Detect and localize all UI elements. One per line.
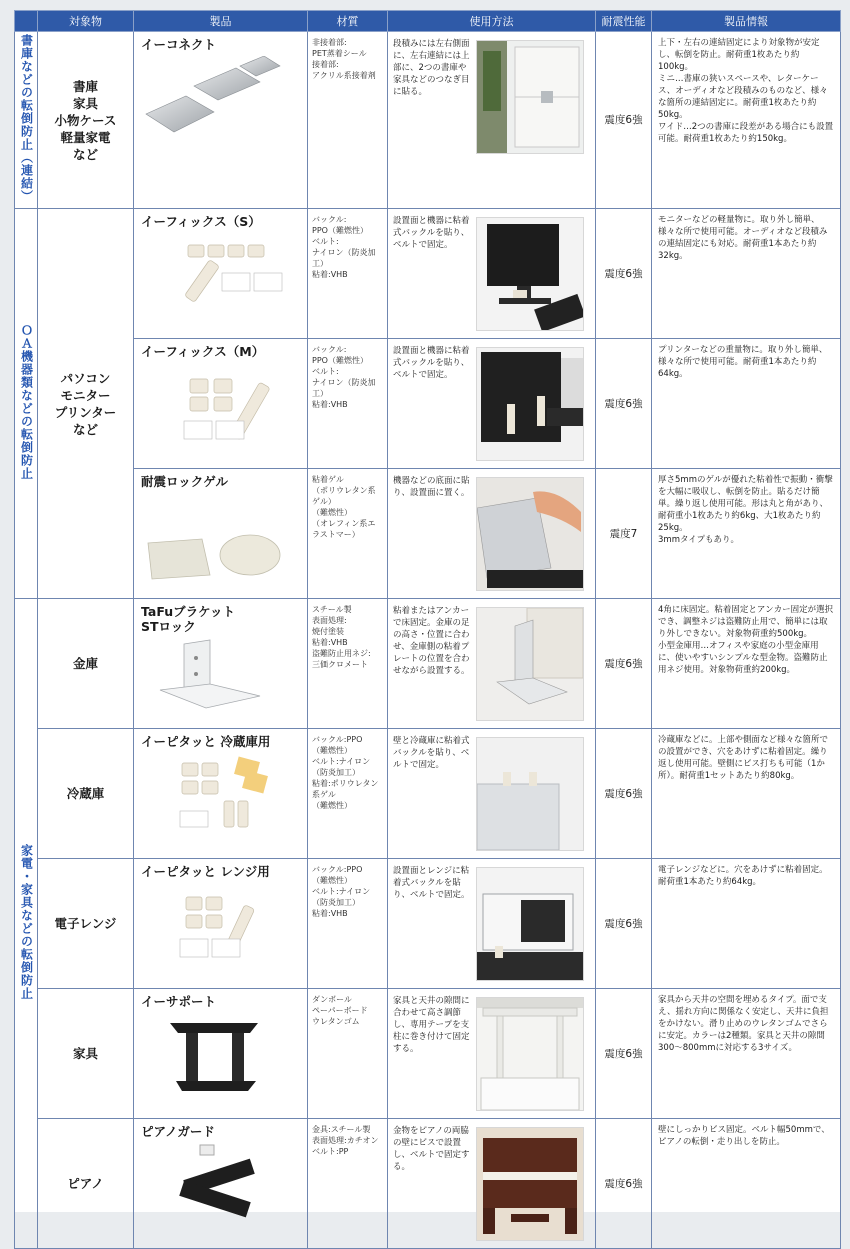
product-image-lock-gel xyxy=(140,493,301,581)
product-name: イーピタッと 冷蔵庫用 xyxy=(141,734,271,749)
table-row xyxy=(15,32,841,209)
product-name: TaFuブラケット STロック xyxy=(141,604,236,634)
product-cell xyxy=(134,339,308,469)
usage-photo-printer xyxy=(476,347,584,461)
category-appliance: 家電・家具などの転倒防止 xyxy=(15,599,38,1249)
usage-photo-microwave xyxy=(476,867,584,981)
target-cell: 電子レンジ xyxy=(38,859,134,989)
product-image-e-support xyxy=(140,1013,301,1101)
table-row xyxy=(15,729,841,859)
table-row xyxy=(15,209,841,339)
usage-photo-fridge xyxy=(476,737,584,851)
seismic-cell: 震度6強 xyxy=(596,859,652,989)
usage-text: 機器などの底面に貼り、設置面に置く。 xyxy=(393,476,470,498)
info-cell: 冷蔵庫などに。上部や側面など様々な箇所での設置ができ、穴をあけずに粘着固定。繰り返し使用可能。壁側にビス打ちも可能（1か所）。耐荷重1セットあたり約80kg。 xyxy=(652,729,841,859)
target-cell: 冷蔵庫 xyxy=(38,729,134,859)
product-name: イーサポート xyxy=(141,994,217,1009)
product-image-e-fix-m xyxy=(140,363,301,451)
target-cell: 書庫 家具 小物ケース 軽量家電 など xyxy=(38,32,134,209)
header-target: 対象物 xyxy=(38,11,134,32)
usage-cell xyxy=(388,989,596,1119)
product-image-piano-guard xyxy=(140,1143,301,1231)
usage-cell xyxy=(388,1119,596,1249)
product-cell xyxy=(134,1119,308,1249)
target-cell: 家具 xyxy=(38,989,134,1119)
target-cell: パソコン モニター プリンター など xyxy=(38,209,134,599)
usage-cell xyxy=(388,339,596,469)
info-cell: 上下・左右の連結固定により対象物が安定し、転倒を防止。耐荷重1枚あたり約100kg。 ミニ…書庫の狭いスペースや、レターケース、オーディオなど段積みのものなど、様々な箇所の連結固定に。耐荷重1枚あたり約50kg。 ワイド…2つの書庫に段差がある場合にも設置可能。耐荷重1枚あたり約150kg。 xyxy=(652,32,841,209)
material-cell: バックル:PPO （難燃性） ベルト:ナイロン （防炎加工） 粘着:VHB xyxy=(308,859,388,989)
info-cell: モニターなどの軽量物に。取り外し簡単、様々な所で使用可能。オーディオなど段積みの連結固定にも対応。耐荷重1本あたり約32kg。 xyxy=(652,209,841,339)
info-cell: 壁にしっかりビス固定。ベルト幅50mmで、ピアノの転倒・走り出しを防止。 xyxy=(652,1119,841,1249)
product-image-e-connect xyxy=(140,56,301,144)
product-cell xyxy=(134,32,308,209)
usage-text: 粘着またはアンカーで床固定。金庫の足の高さ・位置に合わせ、金庫側の粘着プレートの位置を合わせながら設置する。 xyxy=(393,606,470,676)
product-cell xyxy=(134,989,308,1119)
seismic-cell: 震度6強 xyxy=(596,209,652,339)
seismic-cell: 震度6強 xyxy=(596,1119,652,1249)
product-image-e-pitatto-fridge xyxy=(140,753,301,841)
usage-text: 家具と天井の隙間に合わせて高さ調節し、専用テープを支柱に巻き付けて固定する。 xyxy=(393,996,470,1054)
material-cell: 金具:スチール製 表面処理:カチオン ベルト:PP xyxy=(308,1119,388,1249)
seismic-cell: 震度6強 xyxy=(596,599,652,729)
header-product: 製品 xyxy=(134,11,308,32)
product-name: イーフィックス（M） xyxy=(141,344,265,359)
product-image-e-fix-s xyxy=(140,233,301,321)
usage-photo-device-gel xyxy=(476,477,584,591)
usage-photo-monitor xyxy=(476,217,584,331)
usage-text: 設置面とレンジに粘着式バックルを貼り、ベルトで固定。 xyxy=(393,866,470,900)
product-cell xyxy=(134,469,308,599)
usage-cell xyxy=(388,32,596,209)
material-cell: バックル: PPO（難燃性） ベルト: ナイロン（防炎加工） 粘着:VHB xyxy=(308,209,388,339)
info-cell: 電子レンジなどに。穴をあけずに粘着固定。耐荷重1本あたり約64kg。 xyxy=(652,859,841,989)
product-cell xyxy=(134,859,308,989)
usage-text: 設置面と機器に粘着式バックルを貼り、ベルトで固定。 xyxy=(393,216,470,250)
info-cell: 厚さ5mmのゲルが優れた粘着性で振動・衝撃を大幅に吸収し、転倒を防止。貼るだけ簡単。繰り返し使用可能。形は丸と角があり、耐荷重小1枚あたり約6kg、大1枚あたり約25kg。 3mmタイプもあり。 xyxy=(652,469,841,599)
usage-cell xyxy=(388,859,596,989)
table-row xyxy=(15,599,841,729)
material-cell: ダンボール ペーパーボード ウレタンゴム xyxy=(308,989,388,1119)
usage-photo-safe xyxy=(476,607,584,721)
spec-page xyxy=(14,10,840,1212)
product-cell xyxy=(134,209,308,339)
header-seismic: 耐震性能 xyxy=(596,11,652,32)
table-row xyxy=(15,989,841,1119)
product-name: 耐震ロックゲル xyxy=(141,474,229,489)
product-cell xyxy=(134,599,308,729)
product-name: ピアノガード xyxy=(141,1124,215,1139)
usage-cell xyxy=(388,209,596,339)
usage-text: 壁と冷蔵庫に粘着式バックルを貼り、ベルトで固定。 xyxy=(393,736,470,770)
usage-text: 段積みには左右側面に、左右連結には上部に、2つの書庫や家具などのつなぎ目に貼る。 xyxy=(393,39,470,97)
seismic-cell: 震度6強 xyxy=(596,32,652,209)
info-cell: 家具から天井の空間を埋めるタイプ。面で支え、揺れ方向に関係なく安定し、天井に負担をかけない。滑り止めのウレタンゴムでさらに安定。カラーは2種類。家具と天井の隙間300～800mmに対応する3サイズ。 xyxy=(652,989,841,1119)
product-table xyxy=(14,10,841,1249)
material-cell: 粘着ゲル （ポリウレタン系ゲル） （難燃性） （オレフィン系エラストマー） xyxy=(308,469,388,599)
material-cell: スチール製 表面処理: 焼付塗装 粘着:VHB 盗難防止用ネジ: 三価クロメート xyxy=(308,599,388,729)
table-row xyxy=(15,469,841,599)
table-row xyxy=(15,859,841,989)
usage-photo-piano xyxy=(476,1127,584,1241)
header-info: 製品情報 xyxy=(652,11,841,32)
header-row xyxy=(15,11,841,32)
category-connect: 書庫などの転倒防止（連結） xyxy=(15,32,38,209)
material-cell: バックル:PPO （難燃性） ベルト:ナイロン （防炎加工） 粘着:ポリウレタン系ゲル （難燃性） xyxy=(308,729,388,859)
product-name: イーコネクト xyxy=(141,37,217,52)
product-cell xyxy=(134,729,308,859)
table-row xyxy=(15,1119,841,1249)
usage-cell xyxy=(388,599,596,729)
usage-cell xyxy=(388,729,596,859)
target-cell: 金庫 xyxy=(38,599,134,729)
usage-photo-furniture xyxy=(476,997,584,1111)
product-name: イーピタッと レンジ用 xyxy=(141,864,270,879)
material-cell: 非接着部: PET蒸着シール 接着部: アクリル系接着剤 xyxy=(308,32,388,209)
target-cell: ピアノ xyxy=(38,1119,134,1249)
header-category xyxy=(15,11,38,32)
product-image-tafu-bracket xyxy=(140,638,301,712)
table-row xyxy=(15,339,841,469)
seismic-cell: 震度6強 xyxy=(596,339,652,469)
info-cell: 4角に床固定。粘着固定とアンカー固定が選択でき、調整ネジは盗難防止用で、簡単には取り外しできない。対象物荷重約500kg。 小型金庫用…オフィスや家庭の小型金庫用に、使いやすいシンプルな型金物。盗難防止用ネジ使用。対象物荷重約200kg。 xyxy=(652,599,841,729)
seismic-cell: 震度7 xyxy=(596,469,652,599)
material-cell: バックル: PPO（難燃性） ベルト: ナイロン（防炎加工） 粘着:VHB xyxy=(308,339,388,469)
product-image-e-pitatto-range xyxy=(140,883,301,971)
usage-text: 金物をピアノの両脇の壁にビスで設置し、ベルトで固定する。 xyxy=(393,1126,470,1172)
usage-cell xyxy=(388,469,596,599)
header-material: 材質 xyxy=(308,11,388,32)
header-usage: 使用方法 xyxy=(388,11,596,32)
seismic-cell: 震度6強 xyxy=(596,989,652,1119)
info-cell: プリンターなどの重量物に。取り外し簡単、様々な所で使用可能。耐荷重1本あたり約64kg。 xyxy=(652,339,841,469)
product-name: イーフィックス（S） xyxy=(141,214,261,229)
category-oa: ＯＡ機器類などの転倒防止 xyxy=(15,209,38,599)
usage-text: 設置面と機器に粘着式バックルを貼り、ベルトで固定。 xyxy=(393,346,470,380)
seismic-cell: 震度6強 xyxy=(596,729,652,859)
usage-photo-bookshelf xyxy=(476,40,584,154)
